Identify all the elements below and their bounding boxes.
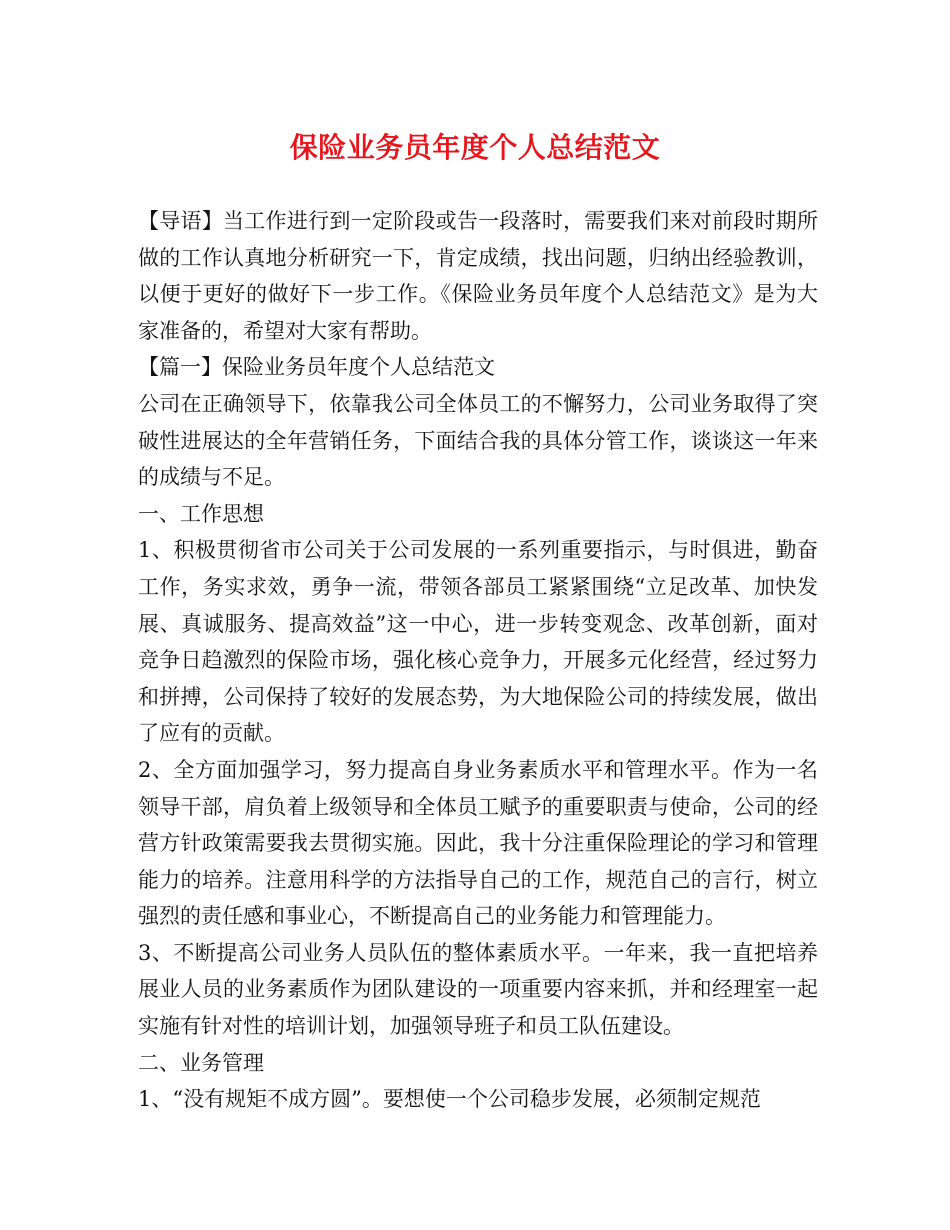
document-title: 保险业务员年度个人总结范文: [289, 131, 661, 164]
body-paragraph: 2、全方面加强学习，努力提高自身业务素质水平和管理水平。作为一名领导干部，肩负着上级领导和全体员工赋予的重要职责与使命，公司的经营方针政策需要我去贯彻实施。因此，我十分注重保险理论的学习和管理能力的培养。注意用科学的方法指导自己的工作，规范自己的言行，树立强烈的责任感和事业心，不断提高自己的业务能力和管理能力。: [138, 757, 818, 929]
section-heading-business-management: 二、业务管理: [138, 1050, 264, 1075]
document-body: [138, 203, 818, 1118]
intro-paragraph: 【导语】当工作进行到一定阶段或告一段落时，需要我们来对前段时期所做的工作认真地分析研究一下，肯定成绩，找出问题，归纳出经验教训，以便于更好的做好下一步工作。《保险业务员年度个人总结范文》是为大家准备的，希望对大家有帮助。: [138, 209, 818, 343]
body-paragraph: 公司在正确领导下，依靠我公司全体员工的不懈努力，公司业务取得了突破性进展达的全年营销任务，下面结合我的具体分管工作，谈谈这一年来的成绩与不足。: [138, 391, 818, 490]
body-paragraph: 3、不断提高公司业务人员队伍的整体素质水平。一年来，我一直把培养展业人员的业务素质作为团队建设的一项重要内容来抓，并和经理室一起实施有针对性的培训计划，加强领导班子和员工队伍建设。: [138, 940, 818, 1039]
body-paragraph: 1、“没有规矩不成方圆”。要想使一个公司稳步发展，必须制定规范: [138, 1087, 761, 1112]
body-paragraph: 1、积极贯彻省市公司关于公司发展的一系列重要指示，与时俱进，勤奋工作，务实求效，勇争一流，带领各部员工紧紧围绕“立足改革、加快发展、真诚服务、提高效益”这一中心，进一步转变观念、改革创新，面对竞争日趋激烈的保险市场，强化核心竞争力，开展多元化经营，经过努力和拼搏，公司保持了较好的发展态势，为大地保险公司的持续发展，做出了应有的贡献。: [138, 538, 818, 746]
section-heading-work-thought: 一、工作思想: [138, 501, 264, 526]
section-heading-part-one: 【篇一】保险业务员年度个人总结范文: [138, 355, 495, 380]
